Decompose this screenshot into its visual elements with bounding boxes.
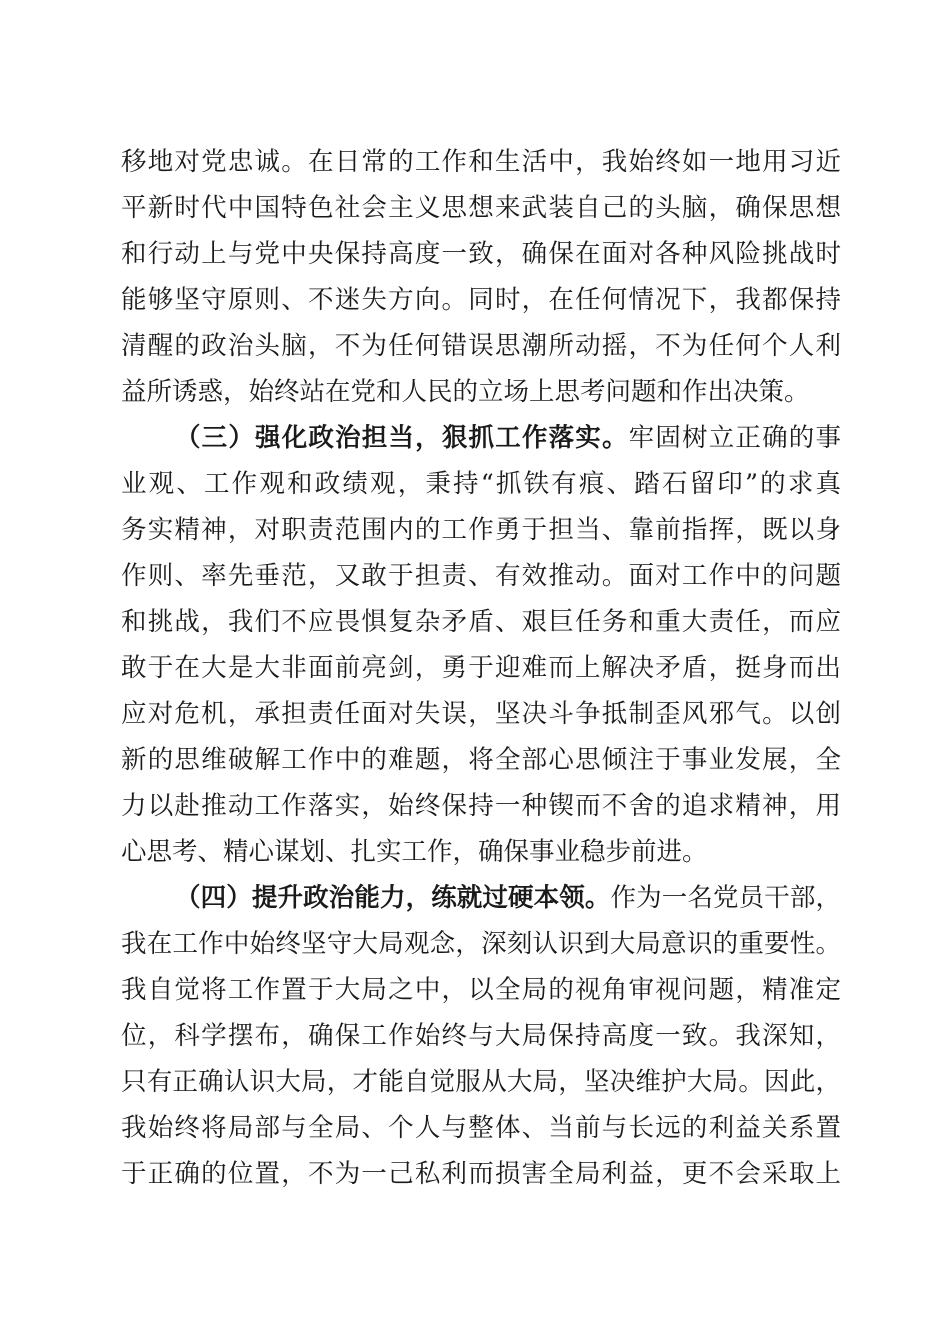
body-text-line: 位，科学摆布，确保工作始终与大局保持高度一致。我深知， — [121, 1021, 841, 1051]
section-four-first-line — [175, 875, 841, 921]
body-text-line: 新的思维破解工作中的难题，将全部心思倾注于事业发展，全 — [121, 745, 841, 775]
body-text-line: 清醒的政治头脑，不为任何错误思潮所动摇，不为任何个人利 — [121, 331, 841, 361]
body-text-line: 和行动上与党中央保持高度一致，确保在面对各种风险挑战时 — [121, 239, 841, 269]
body-text-line: 我始终将局部与全局、个人与整体、当前与长远的利益关系置 — [121, 1113, 841, 1143]
body-text-line: 于正确的位置，不为一己私利而损害全局利益，更不会采取上 — [121, 1159, 841, 1189]
body-text-line: 我自觉将工作置于大局之中，以全局的视角审视问题，精准定 — [121, 975, 841, 1005]
body-text-line: 移地对党忠诚。在日常的工作和生活中，我始终如一地用习近 — [121, 147, 841, 177]
body-text-line: 作则、率先垂范，又敢于担责、有效推动。面对工作中的问题 — [121, 561, 841, 591]
body-text-line: 益所诱惑，始终站在党和人民的立场上思考问题和作出决策。 — [121, 377, 810, 407]
body-text-line: 能够坚守原则、不迷失方向。同时，在任何情况下，我都保持 — [121, 285, 841, 315]
section-four-first-line-text: 作为一名党员干部， — [610, 883, 841, 913]
body-text-line: 力以赴推动工作落实，始终保持一种锲而不舍的追求精神，用 — [121, 791, 841, 821]
section-three-first-line-text: 牢固树立正确的事 — [628, 423, 841, 453]
body-text-line: 我在工作中始终坚守大局观念，深刻认识到大局意识的重要性。 — [121, 929, 841, 959]
body-text-line: 只有正确认识大局，才能自觉服从大局，坚决维护大局。因此， — [121, 1067, 841, 1097]
body-text-line: 应对危机，承担责任面对失误，坚决斗争抵制歪风邪气。以创 — [121, 699, 841, 729]
body-text-line: 平新时代中国特色社会主义思想来武装自己的头脑，确保思想 — [121, 193, 841, 223]
body-text-line: 心思考、精心谋划、扎实工作，确保事业稳步前进。 — [121, 837, 708, 867]
body-text-line: 敢于在大是大非面前亮剑，勇于迎难而上解决矛盾，挺身而出 — [121, 653, 841, 683]
body-text-line: 和挑战，我们不应畏惧复杂矛盾、艰巨任务和重大责任，而应 — [121, 607, 841, 637]
body-text-line: 业观、工作观和政绩观，秉持“抓铁有痕、踏石留印”的求真 — [121, 469, 841, 499]
section-three-first-line — [175, 415, 841, 461]
body-text-line: 务实精神，对职责范围内的工作勇于担当、靠前指挥，既以身 — [121, 515, 841, 545]
section-three-heading: （三）强化政治担当，狠抓工作落实。 — [175, 423, 629, 453]
section-four-heading: （四）提升政治能力，练就过硬本领。 — [175, 883, 611, 913]
